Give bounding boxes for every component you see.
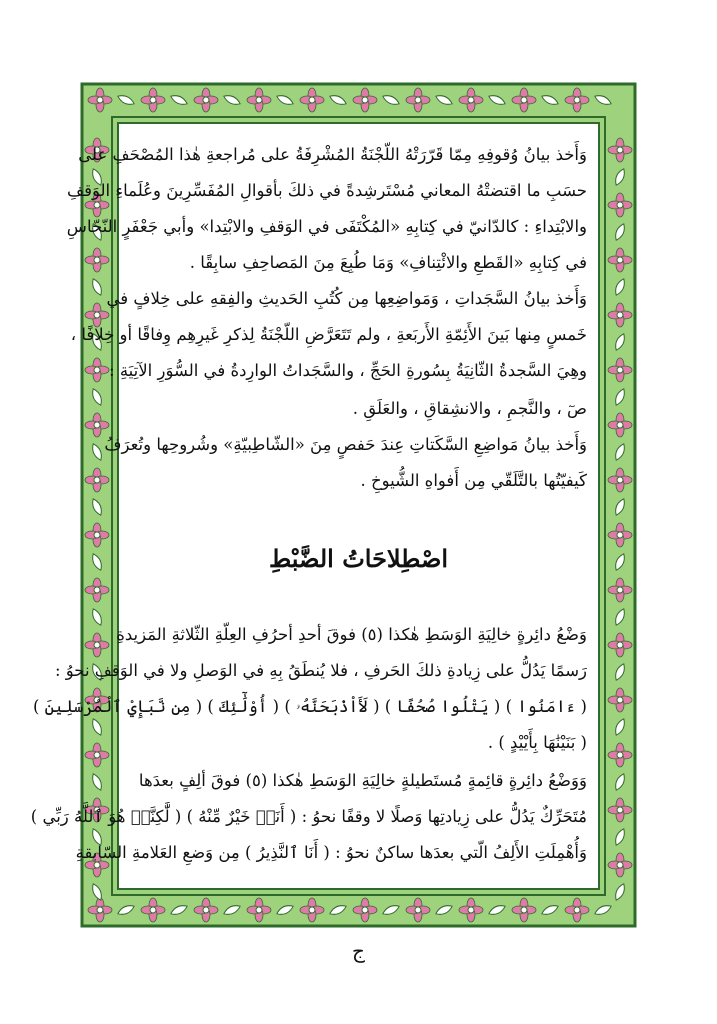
text-line: وَأَخذ بيانُ مَواضِعِ السَّكَتاتِ عِندَ حَفصٍ مِنَ «الشّاطِبيّةِ» وشُروحِها وتُعرَفُ — [104, 435, 587, 454]
text-line: ( بَنَيْنَٰهَا بِأَيْيْدٍ ) . — [487, 733, 587, 752]
text-line: حسَبِ ما اقتضتْهُ المعاني مُسْتَرشِدةً في ذلكَ بأقوالِ المُفَسِّرِينَ وعُلَماءِ الوَقفِ — [67, 181, 587, 200]
text-line: كَيفيّتُها بالتَّلَقّي مِن أَفواهِ الشُّيوخِ . — [360, 471, 587, 490]
text-line: ( ءَامَنُوا ) ( يَتْلُوا صُحُفًا ) ( لَأَاْذْبَحَنَّهُۥ ) ( أُوْلَٰٓئِكَ ) ( مِن نَّبَإِيْ ٱلْمُرْسَلِينَ ) — [32, 697, 587, 716]
page-number: ج — [352, 939, 365, 963]
text-line: في كِتابِهِ «القَطعِ والائْتِنافِ» وَمَا طُبِعَ مِنَ المَصاحِفِ سابِقًا . — [189, 253, 587, 272]
section-heading: اصْطِلاحَاتُ الضَّبْطِ — [269, 544, 448, 573]
text-line: والابْتِداءِ : كالدّانيّ في كِتابِهِ «المُكْتَفَى في الوَقفِ والابْتِدا» وأبي جَعْفَرٍ النّحّاسِ — [66, 217, 587, 236]
text-line: وَأُهْمِلَتِ الأَلِفُ الّتي بعدَها ساكنٌ نحوُ : ( أَنَا ٱلنَّذِيرُ ) مِن وَضعِ العَلامةِ السّابقةِ — [75, 843, 587, 862]
text-line: وَأَخذ بيانُ السَّجَداتِ ، وَمَواضِعِها مِن كُتُبِ الحَديثِ والفِقهِ على خِلافٍ في — [106, 289, 587, 308]
text-panel — [30, 131, 595, 905]
text-line: وهِيَ السَّجدةُ الثّانِيَةُ بِسُورةِ الحَجِّ ، والسَّجَداتُ الوارِدةُ في السُّوَرِ الآتِيَةِ : — [109, 361, 587, 380]
text-line: خَمسٍ مِنها بَينَ الأَئِمّةِ الأَربَعةِ ، ولم تَتَعَرَّضِ اللّجْنَةُ لِذكرِ غَيرِهِم وِفاقًا أو خِلافًا ، — [70, 325, 587, 344]
text-line: وَوَضْعُ دائِرةٍ قائِمةٍ مُستَطيلةٍ خالِيَةِ الوَسَطِ هٰكذا (٥) فوقَ ألِفٍ بعدَها — [138, 771, 587, 790]
text-line: وَضْعُ دائِرةٍ خالِيَةِ الوَسَطِ هٰكذا (٥) فوقَ أحدِ أحرُفِ العِلّةِ الثّلاثةِ المَزيدةِ — [116, 625, 587, 644]
text-line: رَسمًا يَدُلُّ على زِيادةِ ذلكَ الحَرفِ ، فلا يُنطَقُ بِهِ في الوَصلِ ولا في الوَقفِ نحوُ : — [54, 661, 587, 680]
text-line: مُتَحَرِّكٌ يَدُلُّ على زِيادتِها وَصلًا لا وقفًا نحوُ : ( أَنَا۠ خَيْرٌ مِّنْهُ ) ( لَّٰكِنَّا۠ هُوَ ٱللَّهُ رَبِّي ) — [30, 807, 587, 826]
text-line: وَأَخذ بيانُ وُقوفِهِ مِمّا قَرّرَتْهُ اللّجْنَةُ المُشْرِفَةُ على مُراجعةِ هٰذا المُصْحَفِ على — [78, 145, 587, 164]
text-line: صٓ ، والنَّجمِ ، والانشِقاقِ ، والعَلَقِ . — [352, 399, 587, 418]
